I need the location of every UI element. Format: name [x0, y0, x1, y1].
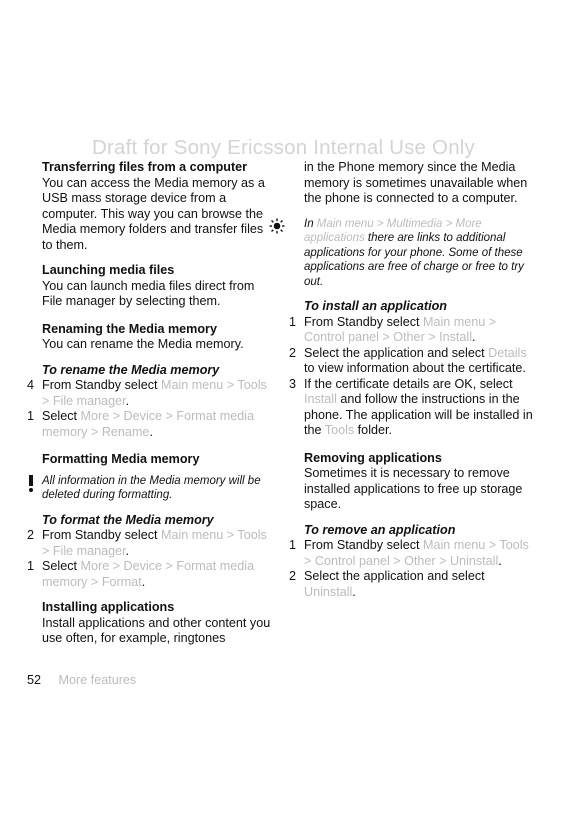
step-number: 1 [27, 409, 35, 423]
section-name: More features [58, 673, 137, 687]
step-item: 2 Select the application and select Details to view information about the certificate. [289, 345, 527, 375]
step-number: 3 [289, 376, 297, 391]
section-heading: Transferring files from a computer [42, 160, 248, 174]
paragraph: You can launch media files direct from File manager by selecting them. [42, 278, 255, 308]
procedure-title: To format the Media memory [42, 512, 214, 527]
menu-path: Main menu > Tools > Control panel > Other > Uninstall [304, 538, 529, 568]
paragraph: You can access the Media memory as a USB mass storage device from a computer. This way you can browse the Media memory folders and transfer files to them. [42, 175, 265, 252]
menu-path: More > Device > Format media memory > Rename [42, 409, 255, 439]
step-number: 1 [289, 538, 297, 552]
right-column [289, 160, 534, 600]
paragraph: in the Phone memory since the Media memory is sometimes unavailable when the phone is connected to a computer. [304, 160, 528, 205]
menu-path: Main menu > Multimedia > More applications [304, 217, 482, 244]
procedure-title: To rename the Media memory [42, 362, 220, 377]
warning-note: All information in the Media memory will be deleted during formatting. [42, 474, 274, 503]
page-number: 52 [27, 673, 42, 687]
step-item: 3 If the certificate details are OK, select Install and follow the instructions in the phone. The application will be installed in the Tools folder. [289, 376, 533, 437]
section-heading: Removing applications [304, 450, 442, 465]
left-column [27, 160, 274, 647]
section-heading: Renaming the Media memory [42, 321, 217, 336]
step-number: 2 [27, 528, 35, 542]
paragraph: You can rename the Media memory. [42, 337, 244, 351]
step-number: 2 [289, 345, 297, 360]
section-heading: Formatting Media memory [42, 452, 200, 466]
section-heading: Launching media files [42, 263, 175, 277]
menu-path: Uninstall [304, 584, 353, 599]
menu-path: Details [488, 345, 527, 360]
step-item: 4 From Standby select Main menu > Tools > File manager. [27, 378, 267, 408]
step-number: 4 [27, 378, 35, 392]
step-number: 2 [289, 569, 297, 583]
section-heading: Installing applications [42, 600, 175, 614]
menu-path: Install [304, 392, 337, 406]
step-item: 1 From Standby select Main menu > Control panel > Other > Install. [289, 314, 497, 344]
draft-watermark: Draft for Sony Ericsson Internal Use Only [91, 136, 476, 159]
menu-path: Main menu > Tools > File manager [42, 528, 267, 558]
step-number: 1 [27, 559, 35, 573]
page-footer [27, 673, 136, 687]
step-item: 2 From Standby select Main menu > Tools > File manager. [27, 528, 267, 558]
step-item: 1 Select More > Device > Format media memory > Format. [27, 559, 255, 589]
procedure-title: To remove an application [304, 522, 456, 537]
menu-path: Main menu > Tools > File manager [42, 378, 267, 408]
exclamation-icon [26, 475, 36, 493]
lightbulb-tip-icon [269, 218, 285, 234]
paragraph: Install applications and other content you use often, for example, ringtones [42, 615, 271, 645]
tip-note: In Main menu > Multimedia > More applications there are links to additional applications for your phone. Some of these applications are free of charge or free to try out. [304, 217, 534, 290]
menu-path: Tools [324, 423, 355, 437]
step-item: 1 From Standby select Main menu > Tools > Control panel > Other > Uninstall. [289, 538, 529, 568]
menu-path: More > Device > Format media memory > Format [42, 559, 255, 589]
menu-path: Main menu > Control panel > Other > Install [304, 314, 497, 344]
step-item: 2 Select the application and select Uninstall. [289, 569, 485, 599]
step-item: 1 Select More > Device > Format media memory > Rename. [27, 409, 255, 439]
step-number: 1 [289, 314, 297, 329]
procedure-title: To install an application [304, 299, 447, 313]
paragraph: Sometimes it is necessary to remove installed applications to free up storage space. [304, 466, 523, 511]
